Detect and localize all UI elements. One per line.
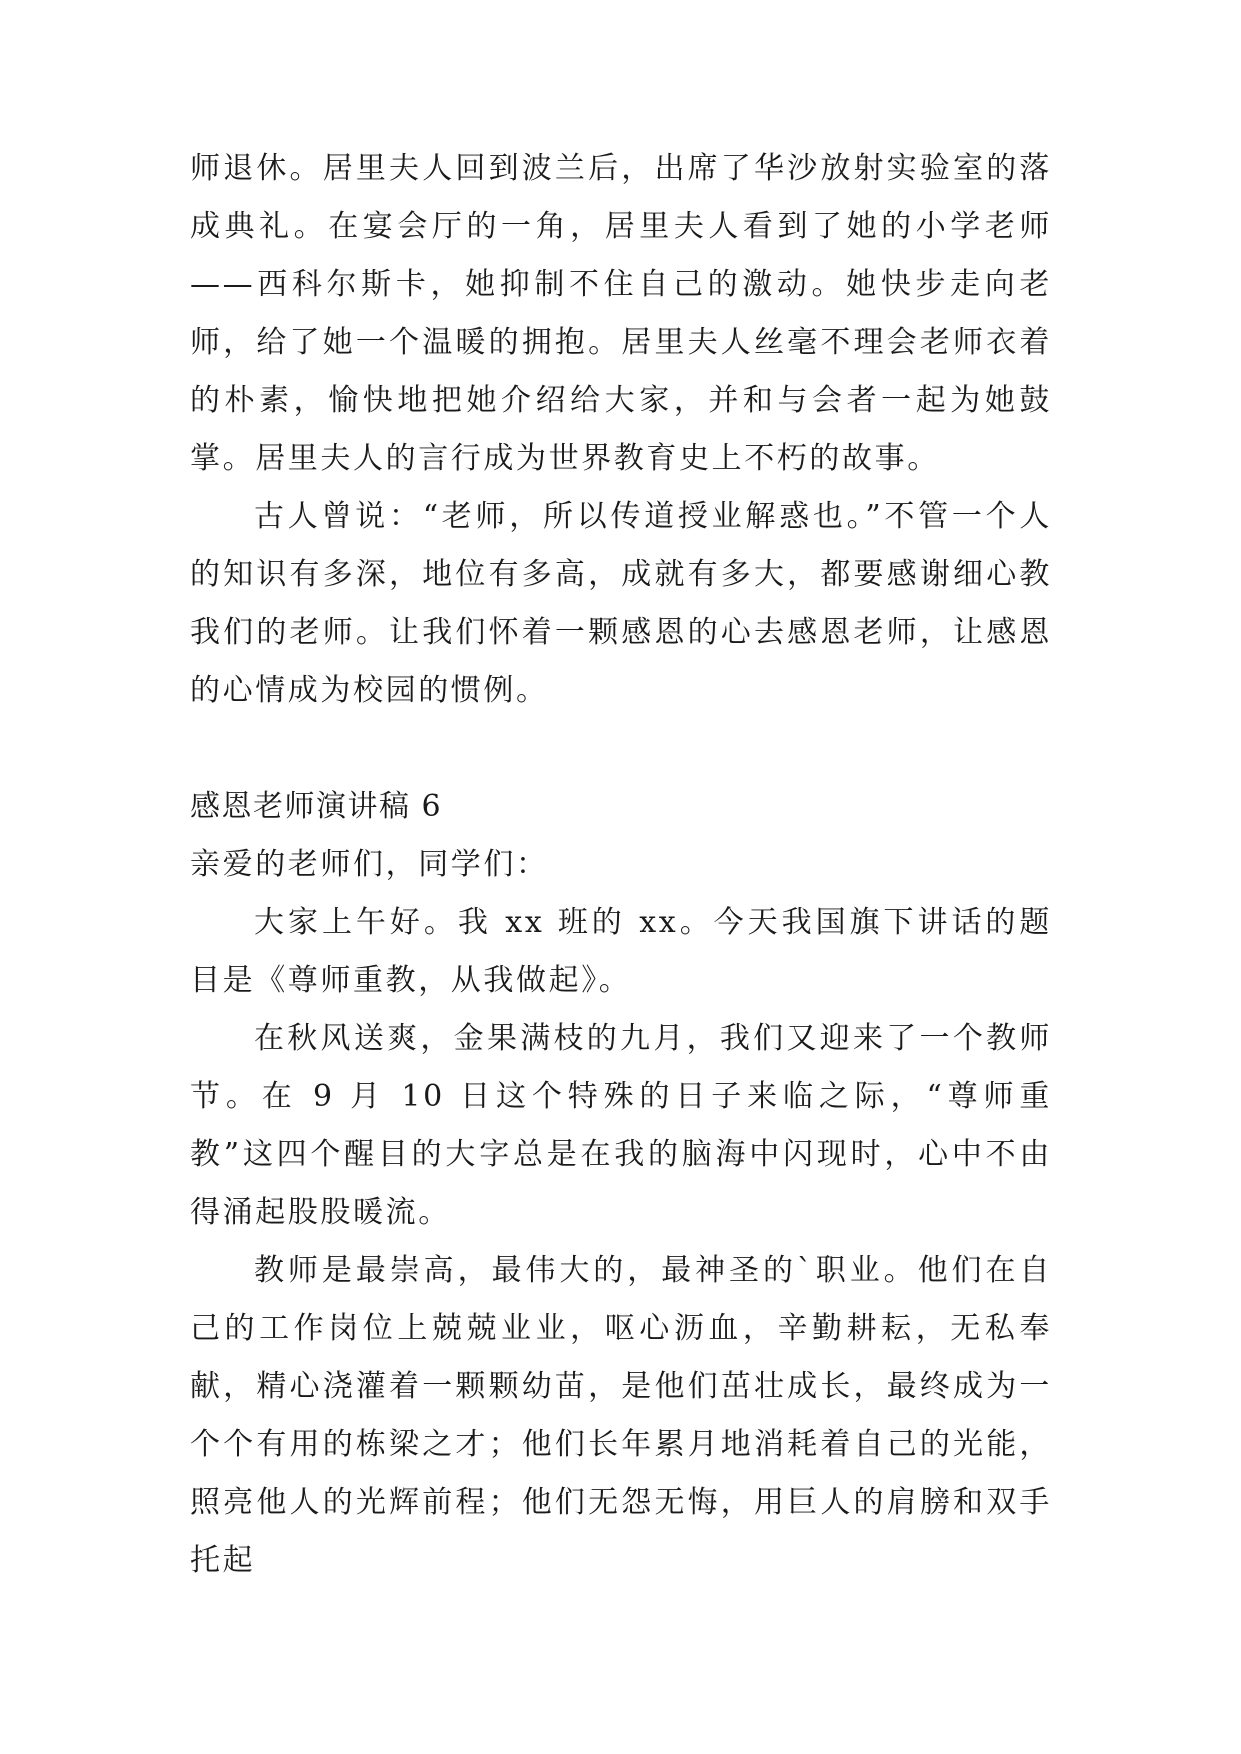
section-spacer [190, 720, 1052, 778]
paragraph-curie-story: 师退休。居里夫人回到波兰后，出席了华沙放射实验室的落成典礼。在宴会厅的一角，居里夫人看到了她的小学老师——西科尔斯卡，她抑制不住自己的激动。她快步走向老师，给了她一个温暖的拥抱。居里夫人丝毫不理会老师衣着的朴素，愉快地把她介绍给大家，并和与会者一起为她鼓掌。居里夫人的言行成为世界教育史上不朽的故事。 [190, 151, 1052, 476]
salutation: 亲爱的老师们，同学们： [190, 847, 549, 882]
paragraph-teachers-day: 在秋风送爽，金果满枝的九月，我们又迎来了一个教师节。在 9 月 10 日这个特殊的日子来临之际，“尊师重教”这四个醒目的大字总是在我的脑海中闪现时，心中不由得涌起股股暖流。 [190, 1021, 1052, 1230]
section-title: 感恩老师演讲稿 6 [190, 789, 443, 824]
paragraph-ancient-saying: 古人曾说：“老师，所以传道授业解惑也。”不管一个人的知识有多深，地位有多高，成就有多大，都要感谢细心教我们的老师。让我们怀着一颗感恩的心去感恩老师，让感恩的心情成为校园的惯例。 [190, 499, 1052, 708]
paragraph-teacher-profession: 教师是最崇高，最伟大的，最神圣的`职业。他们在自己的工作岗位上兢兢业业，呕心沥血，辛勤耕耘，无私奉献，精心浇灌着一颗颗幼苗，是他们茁壮成长，最终成为一个个有用的栋梁之才；他们长年累月地消耗着自己的光能，照亮他人的光辉前程；他们无怨无悔，用巨人的肩膀和双手托起 [190, 1253, 1052, 1578]
paragraph-greeting: 大家上午好。我 xx 班的 xx。今天我国旗下讲话的题目是《尊师重教，从我做起》。 [190, 905, 1052, 998]
document-body [190, 140, 1052, 1590]
